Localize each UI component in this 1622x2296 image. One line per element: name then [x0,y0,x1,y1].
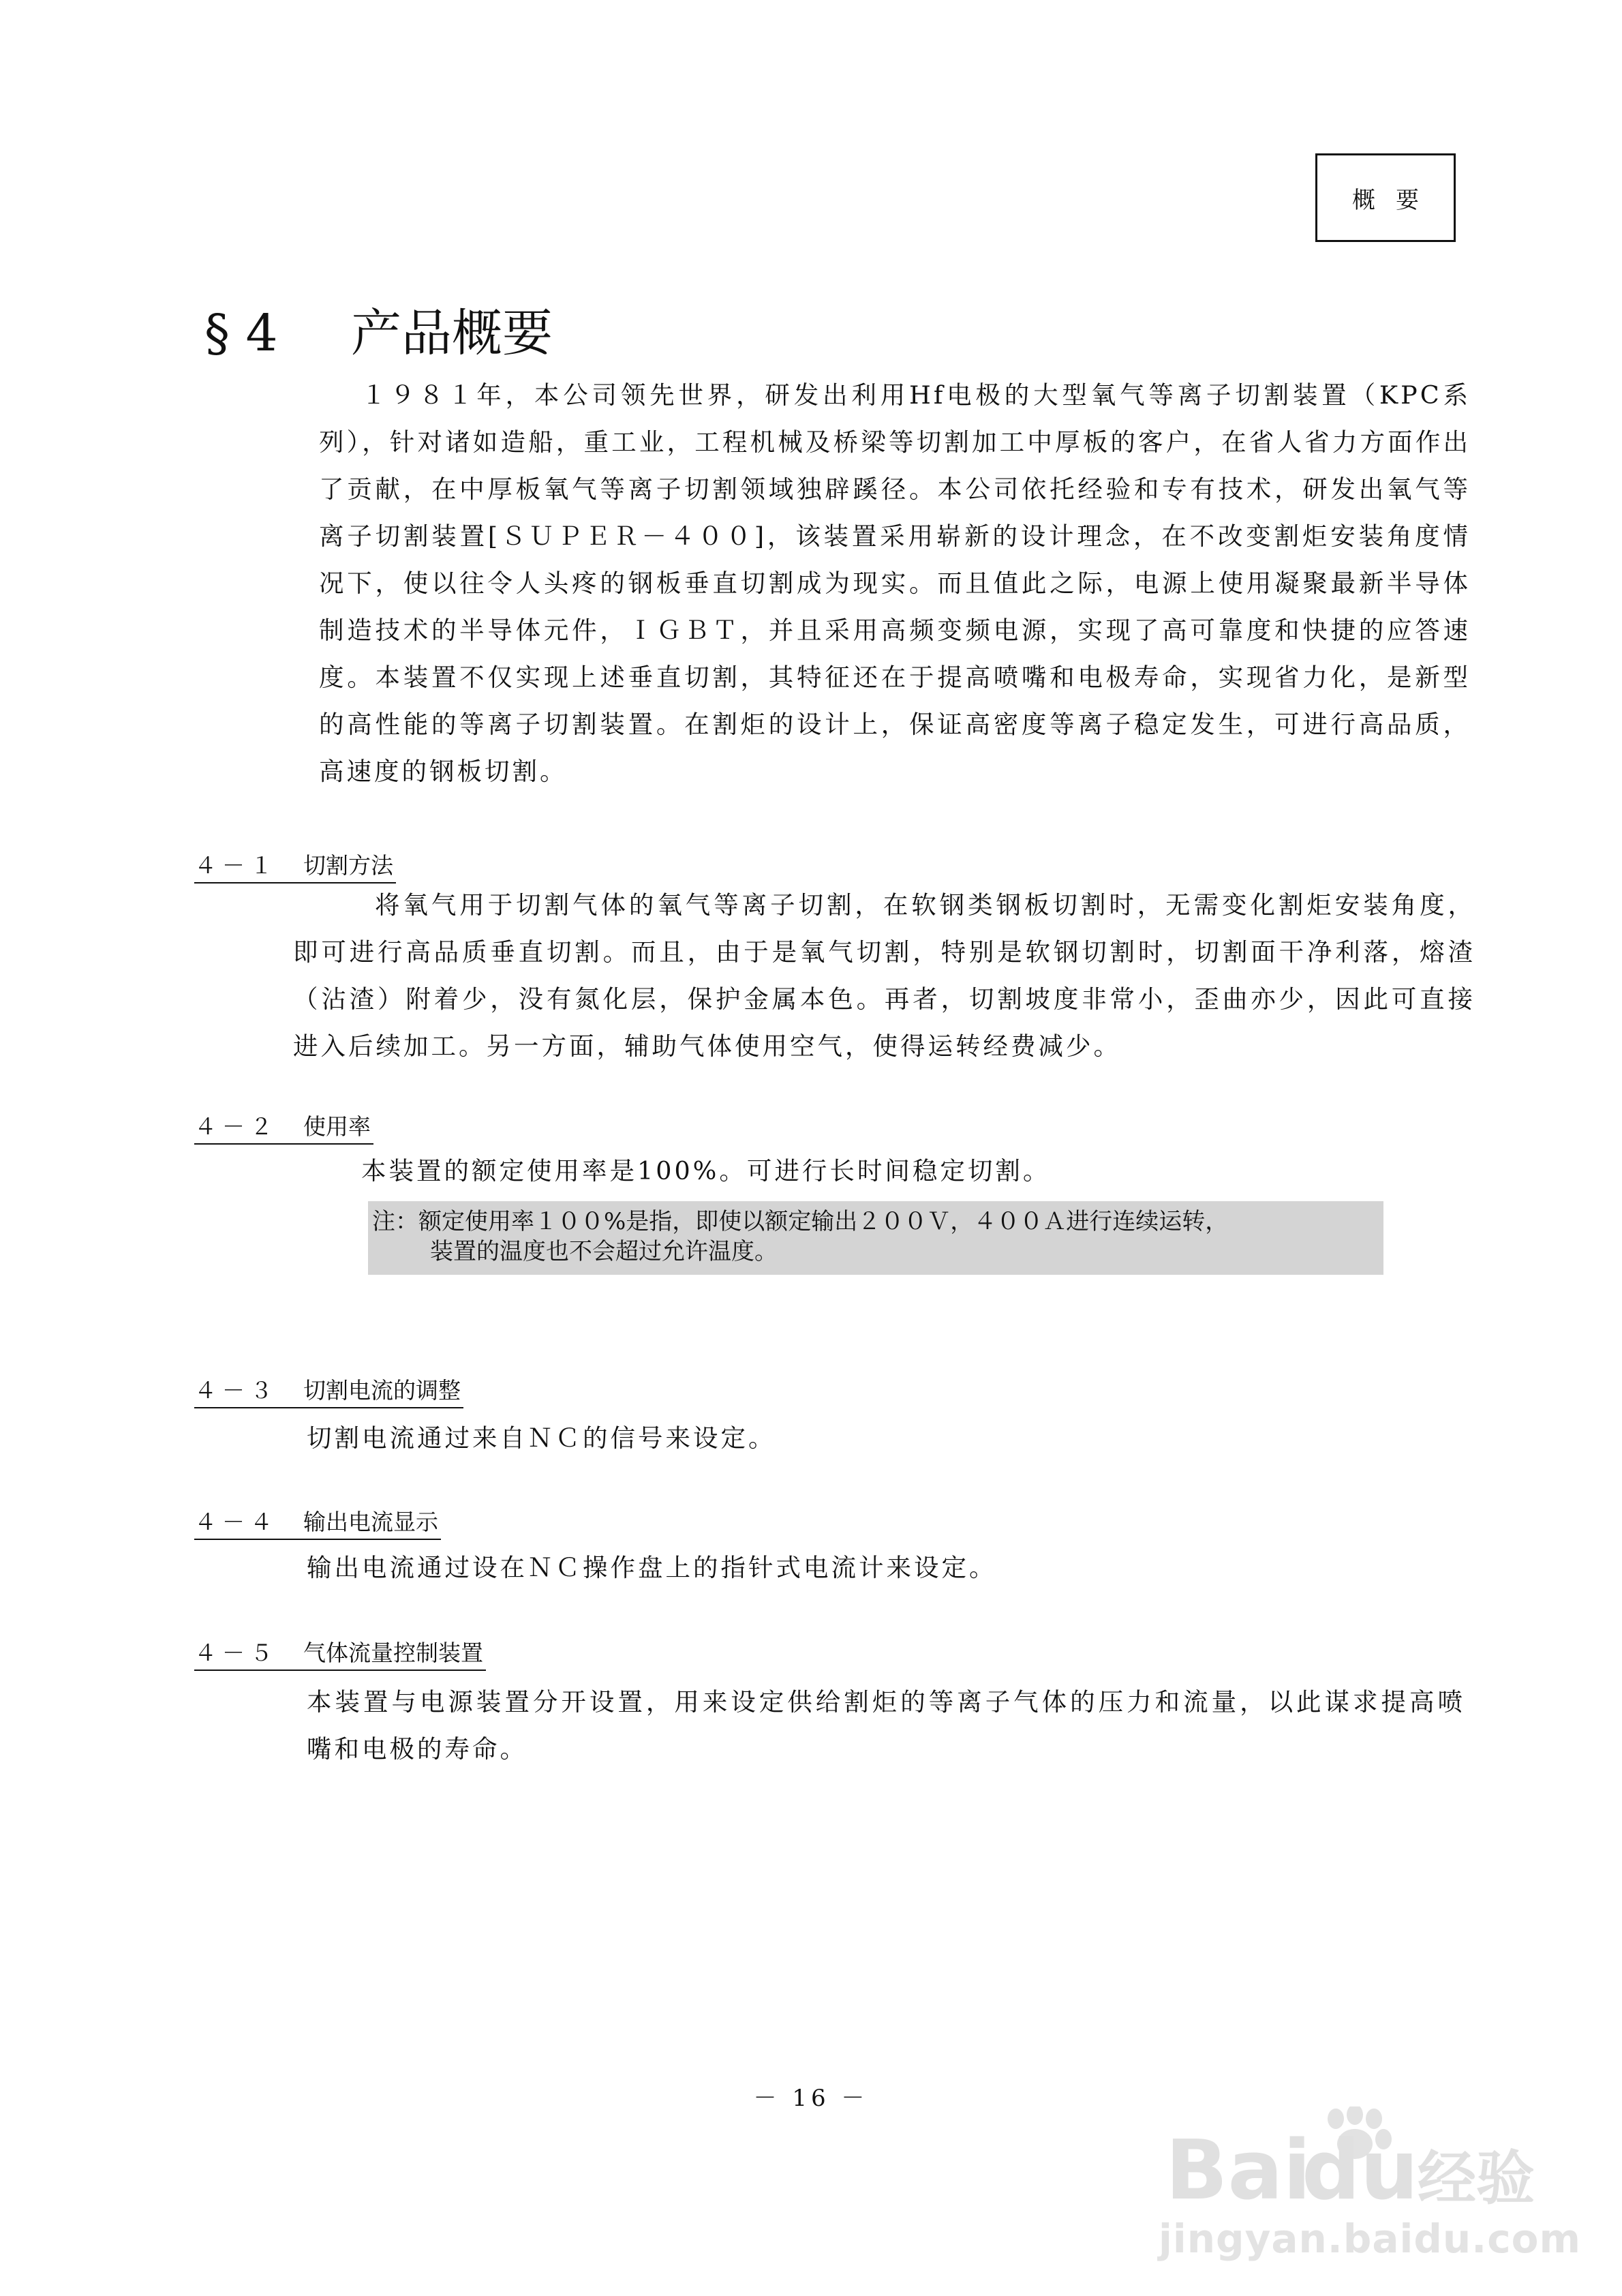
svg-text:经验: 经验 [1418,2145,1535,2209]
subsection-title: 使用率 [303,1113,371,1140]
subsection-title: 切割方法 [303,852,393,879]
subsection-body-4-5: 本装置与电源装置分开设置，用来设定供给割炬的等离子气体的压力和流量，以此谋求提高喷嘴和电极的寿命。 [307,1687,1465,1764]
svg-text:du: du [1302,2124,1419,2209]
section-title-text: 产品概要 [351,304,553,363]
section-title [204,293,553,365]
subsection-heading-4-3 [194,1377,463,1408]
page-number: － 16 － [753,2085,869,2112]
note-box [368,1201,1383,1275]
subsection-number: ４－１ [194,852,278,879]
subsection-body-4-3: 切割电流通过来自ＮＣ的信号来设定。 [307,1423,776,1453]
subsection-title: 输出电流显示 [303,1509,438,1535]
subsection-body-4-1: 将氧气用于切割气体的氧气等离子切割，在软钢类钢板切割时，无需变化割炬安装角度，即可进行高品质垂直切割。而且，由于是氧气切割，特别是软钢切割时，切割面干净利落，熔渣（沾渣）附着少，没有氮化层，保护金属本色。再者，切割坡度非常小，歪曲亦少，因此可直接进入后续加工。另一方面，辅助气体使用空气，使得运转经费减少。 [293,890,1475,1061]
section-number: § 4 [204,304,278,363]
svg-text:Bai: Bai [1165,2124,1311,2209]
chapter-tag [1315,153,1456,242]
subsection-title: 切割电流的调整 [303,1377,461,1404]
subsection-body-4-4: 输出电流通过设在ＮＣ操作盘上的指针式电流计来设定。 [307,1553,997,1582]
chapter-tag-text: 概要 [1352,186,1439,214]
subsection-number: ４－３ [194,1377,278,1404]
subsection-number: ４－５ [194,1640,278,1666]
intro-paragraph: １９８１年，本公司领先世界，研发出利用Hf电极的大型氧气等离子切割装置（KPC系列），针对诸如造船，重工业，工程机械及桥梁等切割加工中厚板的客户，在省人省力方面作出了贡献，在中厚板氧气等离子切割领域独辟蹊径。本公司依托经验和专有技术，研发出氧气等离子切割装置[ＳＵＰＥＲ－４００]，该装置采用崭新的设计理念，在不改变割炬安装角度情况下，使以往令人头疼的钢板垂直切割成为现实。而且值此之际，电源上使用凝聚最新半导体制造技术的半导体元件，ＩＧＢＴ，并且采用高频变频电源，实现了高可靠度和快捷的应答速度。本装置不仅实现上述垂直切割，其特征还在于提高喷嘴和电极寿命，实现省力化，是新型的高性能的等离子切割装置。在割炬的设计上，保证高密度等离子稳定发生，可进行高品质，高速度的钢板切割。 [319,380,1471,786]
subsection-number: ４－２ [194,1113,278,1140]
subsection-heading-4-2 [194,1113,373,1145]
subsection-title: 气体流量控制装置 [303,1640,483,1666]
subsection-body-4-2: 本装置的额定使用率是100%。可进行长时间稳定切割。 [361,1156,1051,1185]
note-line-1: 注：额定使用率１００%是指，即使以额定输出２００Ｖ，４００Ａ进行连续运转， [372,1208,1229,1235]
note-line-2: 装置的温度也不会超过允许温度。 [430,1238,778,1265]
subsection-number: ４－４ [194,1509,278,1535]
watermark-url: jingyan.baidu.com [1159,2216,1581,2262]
baidu-watermark-logo [1165,2106,1547,2209]
subsection-heading-4-5 [194,1640,486,1671]
subsection-heading-4-4 [194,1509,441,1540]
subsection-heading-4-1 [194,852,396,883]
